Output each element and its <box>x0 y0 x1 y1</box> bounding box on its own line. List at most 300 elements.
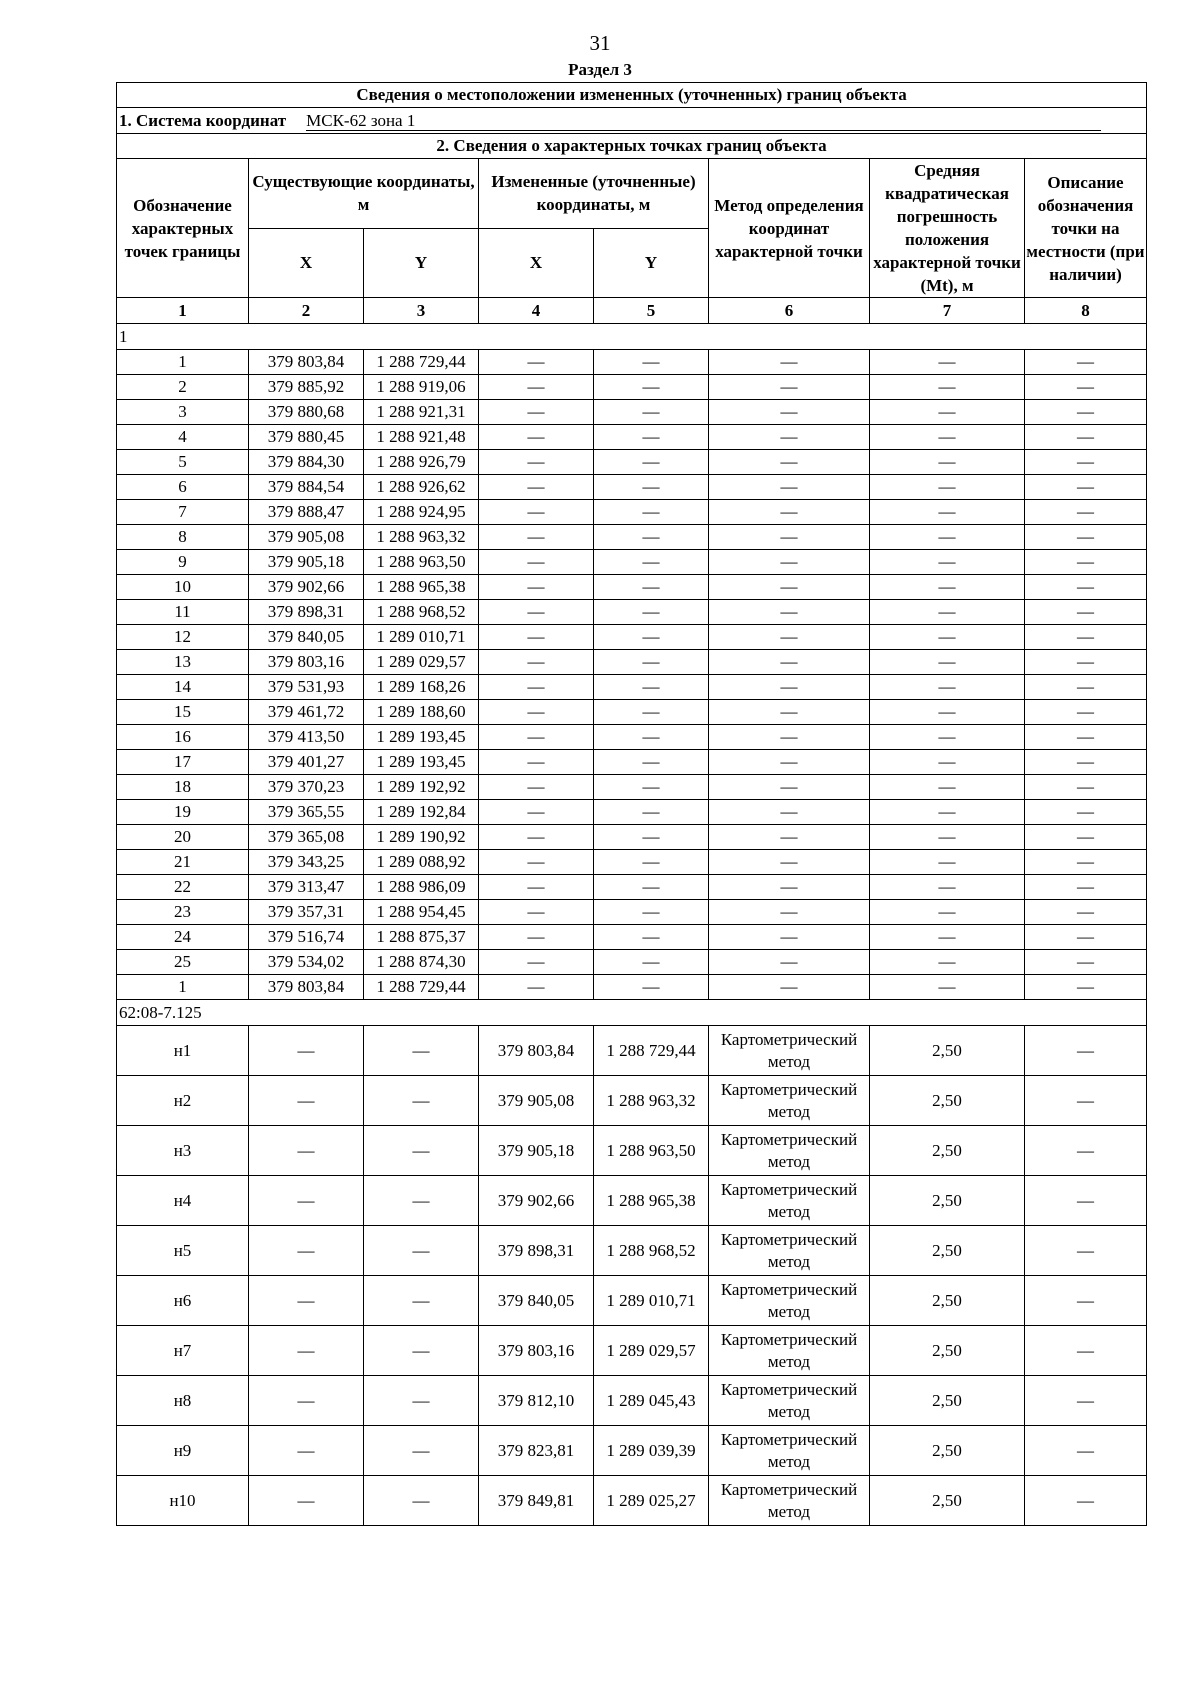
table-row <box>117 600 1147 625</box>
empty-dash: — <box>709 750 870 775</box>
point-designation: 8 <box>117 525 249 550</box>
empty-dash: — <box>479 875 594 900</box>
empty-dash: — <box>709 825 870 850</box>
empty-dash: — <box>870 975 1025 1000</box>
table-row <box>117 1176 1147 1226</box>
header-existing-y: Y <box>364 228 479 298</box>
existing-x: 379 905,18 <box>249 550 364 575</box>
empty-dash: — <box>479 650 594 675</box>
empty-dash: — <box>479 550 594 575</box>
empty-dash: — <box>870 675 1025 700</box>
empty-dash: — <box>870 600 1025 625</box>
empty-dash: — <box>870 775 1025 800</box>
table-row <box>117 650 1147 675</box>
error-cell: 2,50 <box>870 1176 1025 1226</box>
column-number: 3 <box>364 298 479 324</box>
empty-dash: — <box>594 900 709 925</box>
empty-dash: — <box>1025 550 1147 575</box>
empty-dash: — <box>594 625 709 650</box>
empty-dash: — <box>249 1026 364 1076</box>
empty-dash: — <box>870 350 1025 375</box>
point-designation: 1 <box>117 350 249 375</box>
empty-dash: — <box>594 550 709 575</box>
existing-y: 1 289 029,57 <box>364 650 479 675</box>
empty-dash: — <box>1025 675 1147 700</box>
header-description: Описание обозначения точки на местности (при наличии) <box>1025 159 1147 298</box>
empty-dash: — <box>870 625 1025 650</box>
error-cell: 2,50 <box>870 1476 1025 1526</box>
empty-dash: — <box>479 750 594 775</box>
empty-dash: — <box>1025 900 1147 925</box>
point-designation: 19 <box>117 800 249 825</box>
empty-dash: — <box>1025 575 1147 600</box>
table-row <box>117 1076 1147 1126</box>
existing-y: 1 288 963,50 <box>364 550 479 575</box>
empty-dash: — <box>594 525 709 550</box>
empty-dash: — <box>1025 700 1147 725</box>
page-number: 31 <box>589 31 611 55</box>
column-number: 6 <box>709 298 870 324</box>
empty-dash: — <box>594 600 709 625</box>
existing-y: 1 288 926,62 <box>364 475 479 500</box>
empty-dash: — <box>249 1276 364 1326</box>
empty-dash: — <box>594 925 709 950</box>
boundary-points-table <box>116 82 1147 1526</box>
empty-dash: — <box>594 450 709 475</box>
changed-x: 379 849,81 <box>479 1476 594 1526</box>
empty-dash: — <box>479 350 594 375</box>
table-title: Сведения о местоположении измененных (уточненных) границ объекта <box>117 83 1147 108</box>
existing-x: 379 534,02 <box>249 950 364 975</box>
existing-y: 1 288 963,32 <box>364 525 479 550</box>
changed-x: 379 898,31 <box>479 1226 594 1276</box>
empty-dash: — <box>709 850 870 875</box>
empty-dash: — <box>479 475 594 500</box>
existing-x: 379 884,30 <box>249 450 364 475</box>
method-cell: Картометрический метод <box>709 1326 870 1376</box>
empty-dash: — <box>709 400 870 425</box>
column-numbers-row <box>117 298 1147 324</box>
table-row <box>117 575 1147 600</box>
column-number: 4 <box>479 298 594 324</box>
changed-x: 379 812,10 <box>479 1376 594 1426</box>
empty-dash: — <box>870 650 1025 675</box>
table-row <box>117 350 1147 375</box>
empty-dash: — <box>709 775 870 800</box>
point-designation: н2 <box>117 1076 249 1126</box>
empty-dash: — <box>479 950 594 975</box>
empty-dash: — <box>249 1326 364 1376</box>
empty-dash: — <box>870 425 1025 450</box>
existing-y: 1 288 921,31 <box>364 400 479 425</box>
empty-dash: — <box>709 800 870 825</box>
empty-dash: — <box>479 600 594 625</box>
empty-dash: — <box>1025 1126 1147 1176</box>
table-row <box>117 1376 1147 1426</box>
empty-dash: — <box>709 375 870 400</box>
empty-dash: — <box>870 500 1025 525</box>
point-designation: 2 <box>117 375 249 400</box>
empty-dash: — <box>594 400 709 425</box>
error-cell: 2,50 <box>870 1376 1025 1426</box>
existing-x: 379 905,08 <box>249 525 364 550</box>
point-designation: 21 <box>117 850 249 875</box>
column-number: 2 <box>249 298 364 324</box>
empty-dash: — <box>1025 825 1147 850</box>
point-designation: 1 <box>117 975 249 1000</box>
table-row <box>117 1126 1147 1176</box>
header-changed-y: Y <box>594 228 709 298</box>
changed-x: 379 840,05 <box>479 1276 594 1326</box>
empty-dash: — <box>1025 1376 1147 1426</box>
existing-x: 379 885,92 <box>249 375 364 400</box>
table-row <box>117 1226 1147 1276</box>
empty-dash: — <box>870 750 1025 775</box>
empty-dash: — <box>479 500 594 525</box>
point-designation: 5 <box>117 450 249 475</box>
point-designation: 15 <box>117 700 249 725</box>
point-designation: 23 <box>117 900 249 925</box>
empty-dash: — <box>249 1476 364 1526</box>
empty-dash: — <box>1025 950 1147 975</box>
point-designation: 16 <box>117 725 249 750</box>
empty-dash: — <box>594 350 709 375</box>
empty-dash: — <box>364 1126 479 1176</box>
empty-dash: — <box>1025 725 1147 750</box>
point-designation: 20 <box>117 825 249 850</box>
table-row <box>117 875 1147 900</box>
empty-dash: — <box>479 700 594 725</box>
existing-x: 379 343,25 <box>249 850 364 875</box>
changed-y: 1 288 729,44 <box>594 1026 709 1076</box>
group-row-1 <box>117 324 1147 350</box>
empty-dash: — <box>709 625 870 650</box>
changed-x: 379 823,81 <box>479 1426 594 1476</box>
table-row <box>117 1276 1147 1326</box>
empty-dash: — <box>870 850 1025 875</box>
existing-y: 1 289 193,45 <box>364 750 479 775</box>
coord-system-row <box>117 108 1147 134</box>
existing-x: 379 902,66 <box>249 575 364 600</box>
empty-dash: — <box>249 1126 364 1176</box>
point-designation: 22 <box>117 875 249 900</box>
existing-y: 1 289 190,92 <box>364 825 479 850</box>
empty-dash: — <box>594 575 709 600</box>
empty-dash: — <box>479 675 594 700</box>
point-designation: 6 <box>117 475 249 500</box>
changed-x: 379 905,18 <box>479 1126 594 1176</box>
empty-dash: — <box>479 925 594 950</box>
existing-x: 379 880,68 <box>249 400 364 425</box>
empty-dash: — <box>594 500 709 525</box>
error-cell: 2,50 <box>870 1026 1025 1076</box>
existing-x: 379 357,31 <box>249 900 364 925</box>
empty-dash: — <box>594 650 709 675</box>
empty-dash: — <box>709 675 870 700</box>
empty-dash: — <box>870 700 1025 725</box>
empty-dash: — <box>709 425 870 450</box>
table-row <box>117 525 1147 550</box>
existing-y: 1 288 921,48 <box>364 425 479 450</box>
empty-dash: — <box>364 1376 479 1426</box>
empty-dash: — <box>1025 500 1147 525</box>
method-cell: Картометрический метод <box>709 1076 870 1126</box>
empty-dash: — <box>364 1076 479 1126</box>
empty-dash: — <box>1025 375 1147 400</box>
empty-dash: — <box>594 675 709 700</box>
group-row-1-label: 1 <box>117 324 1147 350</box>
empty-dash: — <box>1025 750 1147 775</box>
empty-dash: — <box>709 650 870 675</box>
empty-dash: — <box>870 925 1025 950</box>
changed-y: 1 289 010,71 <box>594 1276 709 1326</box>
column-number: 5 <box>594 298 709 324</box>
existing-x: 379 840,05 <box>249 625 364 650</box>
point-designation: 9 <box>117 550 249 575</box>
column-number: 8 <box>1025 298 1147 324</box>
empty-dash: — <box>1025 1476 1147 1526</box>
header-changed-coords: Измененные (уточненные) координаты, м <box>479 159 709 229</box>
header-point-designation: Обозначение характерных точек границы <box>117 159 249 298</box>
group-row-2-label: 62:08-7.125 <box>117 1000 1147 1026</box>
existing-x: 379 531,93 <box>249 675 364 700</box>
table-row <box>117 800 1147 825</box>
empty-dash: — <box>594 725 709 750</box>
header-existing-coords: Существующие координаты, м <box>249 159 479 229</box>
table-row <box>117 750 1147 775</box>
point-designation: н8 <box>117 1376 249 1426</box>
empty-dash: — <box>870 825 1025 850</box>
empty-dash: — <box>709 550 870 575</box>
existing-x: 379 313,47 <box>249 875 364 900</box>
table-row <box>117 500 1147 525</box>
table-row <box>117 975 1147 1000</box>
changed-x: 379 902,66 <box>479 1176 594 1226</box>
changed-y: 1 288 963,50 <box>594 1126 709 1176</box>
empty-dash: — <box>870 575 1025 600</box>
empty-dash: — <box>709 600 870 625</box>
empty-dash: — <box>479 400 594 425</box>
empty-dash: — <box>594 800 709 825</box>
existing-y: 1 288 926,79 <box>364 450 479 475</box>
column-number: 1 <box>117 298 249 324</box>
empty-dash: — <box>479 375 594 400</box>
table-row <box>117 775 1147 800</box>
section-title: Раздел 3 <box>568 60 632 79</box>
changed-y: 1 289 045,43 <box>594 1376 709 1426</box>
empty-dash: — <box>709 975 870 1000</box>
empty-dash: — <box>364 1426 479 1476</box>
existing-y: 1 288 986,09 <box>364 875 479 900</box>
empty-dash: — <box>479 625 594 650</box>
empty-dash: — <box>594 950 709 975</box>
empty-dash: — <box>594 700 709 725</box>
empty-dash: — <box>1025 1326 1147 1376</box>
empty-dash: — <box>709 900 870 925</box>
empty-dash: — <box>1025 600 1147 625</box>
empty-dash: — <box>1025 1426 1147 1476</box>
empty-dash: — <box>594 975 709 1000</box>
table-row <box>117 450 1147 475</box>
empty-dash: — <box>1025 1026 1147 1076</box>
empty-dash: — <box>1025 525 1147 550</box>
empty-dash: — <box>1025 1176 1147 1226</box>
table-row <box>117 1476 1147 1526</box>
error-cell: 2,50 <box>870 1226 1025 1276</box>
table-row <box>117 375 1147 400</box>
empty-dash: — <box>709 950 870 975</box>
empty-dash: — <box>479 775 594 800</box>
method-cell: Картометрический метод <box>709 1376 870 1426</box>
empty-dash: — <box>870 475 1025 500</box>
group-row-2 <box>117 1000 1147 1026</box>
point-designation: 11 <box>117 600 249 625</box>
existing-y: 1 289 088,92 <box>364 850 479 875</box>
empty-dash: — <box>1025 425 1147 450</box>
table-row <box>117 700 1147 725</box>
empty-dash: — <box>709 525 870 550</box>
existing-x: 379 461,72 <box>249 700 364 725</box>
point-designation: 18 <box>117 775 249 800</box>
empty-dash: — <box>870 450 1025 475</box>
table-subtitle: 2. Сведения о характерных точках границ объекта <box>117 134 1147 159</box>
method-cell: Картометрический метод <box>709 1476 870 1526</box>
existing-x: 379 803,16 <box>249 650 364 675</box>
existing-x: 379 898,31 <box>249 600 364 625</box>
error-cell: 2,50 <box>870 1076 1025 1126</box>
empty-dash: — <box>709 450 870 475</box>
existing-y: 1 288 965,38 <box>364 575 479 600</box>
empty-dash: — <box>594 375 709 400</box>
empty-dash: — <box>870 875 1025 900</box>
empty-dash: — <box>870 400 1025 425</box>
table-row <box>117 625 1147 650</box>
point-designation: 4 <box>117 425 249 450</box>
point-designation: 24 <box>117 925 249 950</box>
point-designation: 17 <box>117 750 249 775</box>
empty-dash: — <box>479 725 594 750</box>
point-designation: н5 <box>117 1226 249 1276</box>
existing-y: 1 289 192,92 <box>364 775 479 800</box>
empty-dash: — <box>870 725 1025 750</box>
empty-dash: — <box>870 550 1025 575</box>
empty-dash: — <box>709 925 870 950</box>
changed-y: 1 289 029,57 <box>594 1326 709 1376</box>
error-cell: 2,50 <box>870 1126 1025 1176</box>
changed-y: 1 289 039,39 <box>594 1426 709 1476</box>
existing-x: 379 365,55 <box>249 800 364 825</box>
changed-y: 1 288 965,38 <box>594 1176 709 1226</box>
point-designation: н10 <box>117 1476 249 1526</box>
empty-dash: — <box>1025 1076 1147 1126</box>
empty-dash: — <box>479 450 594 475</box>
point-designation: н4 <box>117 1176 249 1226</box>
method-cell: Картометрический метод <box>709 1276 870 1326</box>
header-existing-x: X <box>249 228 364 298</box>
point-designation: 10 <box>117 575 249 600</box>
existing-y: 1 288 954,45 <box>364 900 479 925</box>
existing-y: 1 288 924,95 <box>364 500 479 525</box>
empty-dash: — <box>479 825 594 850</box>
point-designation: 13 <box>117 650 249 675</box>
table-row <box>117 825 1147 850</box>
empty-dash: — <box>870 950 1025 975</box>
empty-dash: — <box>364 1276 479 1326</box>
point-designation: 25 <box>117 950 249 975</box>
empty-dash: — <box>364 1176 479 1226</box>
existing-x: 379 884,54 <box>249 475 364 500</box>
empty-dash: — <box>479 900 594 925</box>
method-cell: Картометрический метод <box>709 1226 870 1276</box>
point-designation: н3 <box>117 1126 249 1176</box>
empty-dash: — <box>1025 350 1147 375</box>
empty-dash: — <box>1025 1276 1147 1326</box>
point-designation: н7 <box>117 1326 249 1376</box>
existing-y: 1 288 874,30 <box>364 950 479 975</box>
empty-dash: — <box>709 875 870 900</box>
changed-y: 1 288 968,52 <box>594 1226 709 1276</box>
empty-dash: — <box>709 350 870 375</box>
changed-x: 379 905,08 <box>479 1076 594 1126</box>
empty-dash: — <box>1025 875 1147 900</box>
empty-dash: — <box>1025 800 1147 825</box>
empty-dash: — <box>249 1076 364 1126</box>
point-designation: н1 <box>117 1026 249 1076</box>
changed-x: 379 803,16 <box>479 1326 594 1376</box>
existing-y: 1 288 729,44 <box>364 975 479 1000</box>
table-row <box>117 1026 1147 1076</box>
empty-dash: — <box>1025 650 1147 675</box>
empty-dash: — <box>1025 925 1147 950</box>
empty-dash: — <box>479 800 594 825</box>
empty-dash: — <box>1025 400 1147 425</box>
method-cell: Картометрический метод <box>709 1126 870 1176</box>
point-designation: 7 <box>117 500 249 525</box>
point-designation: 3 <box>117 400 249 425</box>
empty-dash: — <box>870 375 1025 400</box>
column-number: 7 <box>870 298 1025 324</box>
empty-dash: — <box>870 900 1025 925</box>
table-row <box>117 550 1147 575</box>
existing-y: 1 289 188,60 <box>364 700 479 725</box>
empty-dash: — <box>479 975 594 1000</box>
existing-y: 1 288 919,06 <box>364 375 479 400</box>
table-row <box>117 850 1147 875</box>
table-row <box>117 400 1147 425</box>
table-row <box>117 475 1147 500</box>
existing-x: 379 401,27 <box>249 750 364 775</box>
empty-dash: — <box>709 575 870 600</box>
point-designation: 12 <box>117 625 249 650</box>
table-row <box>117 900 1147 925</box>
coord-system-value: МСК-62 зона 1 <box>306 111 1101 131</box>
empty-dash: — <box>364 1026 479 1076</box>
existing-y: 1 288 875,37 <box>364 925 479 950</box>
point-designation: 14 <box>117 675 249 700</box>
method-cell: Картометрический метод <box>709 1026 870 1076</box>
empty-dash: — <box>709 475 870 500</box>
empty-dash: — <box>364 1476 479 1526</box>
empty-dash: — <box>1025 625 1147 650</box>
empty-dash: — <box>1025 450 1147 475</box>
empty-dash: — <box>479 575 594 600</box>
changed-y: 1 289 025,27 <box>594 1476 709 1526</box>
existing-x: 379 888,47 <box>249 500 364 525</box>
changed-y: 1 288 963,32 <box>594 1076 709 1126</box>
point-designation: н6 <box>117 1276 249 1326</box>
header-changed-x: X <box>479 228 594 298</box>
point-designation: н9 <box>117 1426 249 1476</box>
